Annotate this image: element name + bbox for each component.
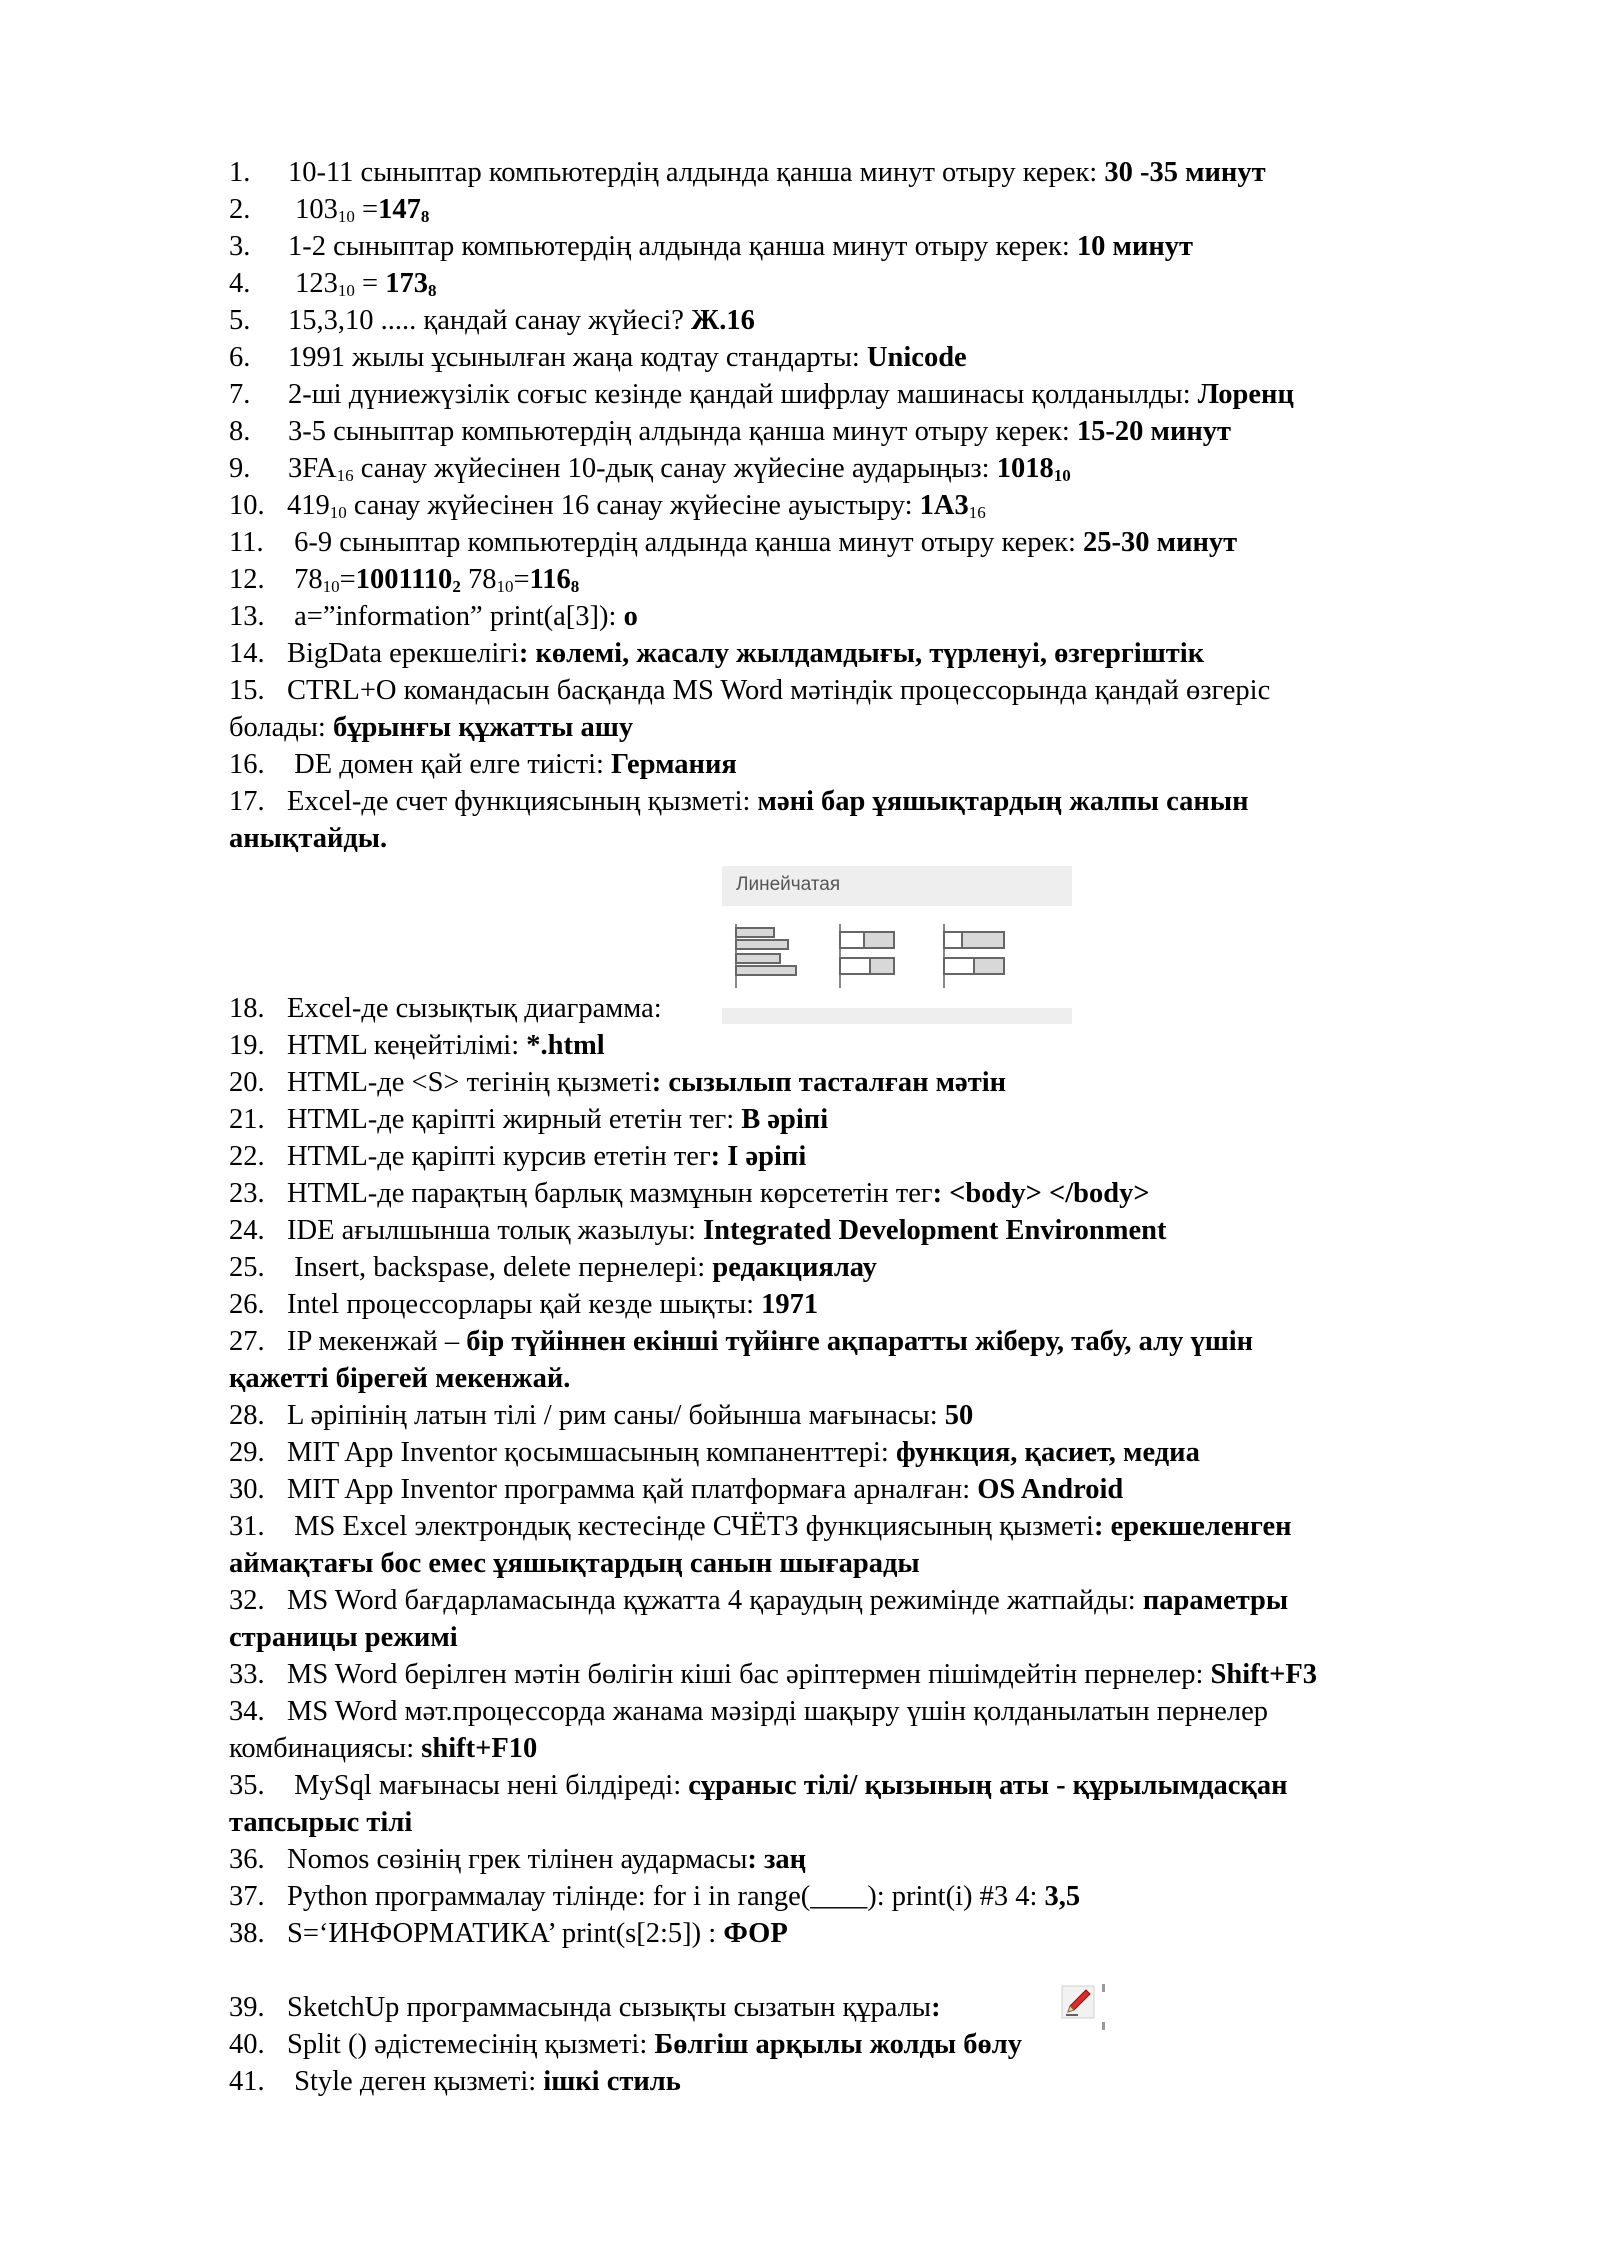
list-item (229, 990, 662, 1027)
list-item (229, 1101, 828, 1138)
question-text: 78 (287, 564, 323, 595)
item-number: 1. (229, 157, 251, 188)
list-item (229, 339, 967, 376)
answer-text: 1018 (996, 453, 1054, 484)
item-number: 22. (229, 1141, 265, 1172)
question-text: 123 (288, 268, 338, 299)
chart-gallery-label: Линейчатая (736, 874, 841, 895)
question-text: 1-2 сыныптар компьютердің алдында қанша минут отыру керек: (288, 231, 1077, 262)
item-number: 26. (229, 1289, 265, 1320)
answer-text: Лоренц (1197, 379, 1294, 410)
item-number: 19. (229, 1030, 265, 1061)
clustered-bar-icon (736, 924, 796, 988)
question-text: HTML-де қаріпті курсив ететін тег (287, 1141, 711, 1172)
list-item-continuation (229, 1545, 920, 1582)
list-item-continuation (229, 1360, 570, 1397)
answer-text: 1001110 (355, 564, 453, 595)
question-text: Insert, backspase, delete пернелері: (287, 1252, 713, 1283)
answer-text: : заң (747, 1844, 807, 1875)
item-number: 23. (229, 1178, 265, 1209)
question-text: Python программалау тілінде: for i in range(____): print(i) #3 4: (287, 1881, 1045, 1912)
question-text: S=‘ИНФОРМАТИКА’ print(s[2:5]) : (287, 1918, 724, 1949)
item-number: 29. (229, 1437, 265, 1468)
answer-text: *.html (526, 1030, 605, 1061)
item-number: 36. (229, 1844, 265, 1875)
list-item (229, 2063, 681, 2100)
list-item (229, 1249, 877, 1286)
question-text: 1991 жылы ұсынылған жаңа кодтау стандарты: (288, 342, 867, 373)
item-number: 33. (229, 1659, 265, 1690)
bar-chart-thumbnail (722, 866, 1072, 1024)
question-text: IP мекенжай – (287, 1326, 467, 1357)
question-text: MS Excel электрондық кестесінде СЧЁТЗ функциясының қызметі (287, 1511, 1094, 1542)
item-number: 12. (229, 564, 265, 595)
item-number: 9. (229, 453, 251, 484)
item-number: 7. (229, 379, 251, 410)
item-number: 10. (229, 490, 265, 521)
answer-text: Германия (611, 749, 737, 780)
item-number: 6. (229, 342, 251, 373)
answer-text: 50 (944, 1400, 974, 1431)
question-text: MIT App Inventor программа қай платформаға арналған: (287, 1474, 978, 1505)
list-item-continuation (229, 1619, 458, 1656)
list-item (229, 598, 638, 635)
question-text: HTML-де қаріпті жирный ететін тег: (287, 1104, 742, 1135)
list-item (229, 1582, 1288, 1619)
question-text: санау жүйесінен 16 санау жүйесіне ауыстыру: (346, 490, 920, 521)
subscript: 16 (336, 466, 354, 485)
question-text: 6-9 сыныптар компьютердің алдында қанша минут отыру керек: (287, 527, 1084, 558)
answer-text: Unicode (866, 342, 967, 373)
subscript: 10 (322, 577, 340, 596)
list-item (229, 2026, 1022, 2063)
subscript: 10 (1053, 466, 1071, 485)
item-number: 11. (229, 527, 264, 558)
item-number: 20. (229, 1067, 265, 1098)
answer-text: 15-20 минут (1076, 416, 1232, 447)
list-item (229, 1064, 1006, 1101)
list-item (229, 413, 1231, 450)
answer-text: B әріпі (741, 1104, 829, 1135)
item-number: 21. (229, 1104, 265, 1135)
subscript: 8 (427, 281, 437, 300)
item-number: 30. (229, 1474, 265, 1505)
answer-text: параметры (1142, 1585, 1289, 1616)
question-text: MS Word берілген мәтін бөлігін кіші бас әріптермен пішімдейтін пернелер: (287, 1659, 1211, 1690)
question-text: 3-5 сыныптар компьютердің алдында қанша минут отыру керек: (288, 416, 1077, 447)
subscript: 8 (570, 577, 580, 596)
question-text: Excel-де сызықтық диаграмма: (287, 993, 662, 1024)
answer-text: 3,5 (1044, 1881, 1081, 1912)
subscript: 8 (420, 207, 430, 226)
item-number: 39. (229, 1992, 265, 2023)
percent-stacked-bar-icon (944, 924, 1004, 988)
answer-text: OS Android (977, 1474, 1124, 1505)
item-number: 37. (229, 1881, 265, 1912)
question-text: Split () әдістемесінің қызметі: (287, 2029, 655, 2060)
answer-text: редакциялау (712, 1252, 877, 1283)
question-text: Intel процессорлары қай кезде шықты: (287, 1289, 762, 1320)
item-number: 17. (229, 786, 265, 817)
item-number: 24. (229, 1215, 265, 1246)
list-item (229, 524, 1237, 561)
item-number: 28. (229, 1400, 265, 1431)
list-item (229, 1175, 1150, 1212)
question-text: комбинациясы: (229, 1733, 422, 1764)
answer-text: : <body> </body> (932, 1178, 1150, 1209)
answer-text: 1A3 (919, 490, 969, 521)
answer-text: : I әріпі (710, 1141, 807, 1172)
answer-text: бұрынғы құжатты ашу (332, 712, 634, 743)
question-text: 15,3,10 ..... қандай санау жүйесі? (288, 305, 692, 336)
item-number: 2. (229, 194, 251, 225)
item-number: 38. (229, 1918, 265, 1949)
answer-text: 116 (529, 564, 571, 595)
list-item (229, 376, 1294, 413)
question-text: 10-11 сыныптар компьютердің алдында қанша минут отыру керек: (288, 157, 1105, 188)
answer-text: 173 (385, 268, 428, 299)
question-text: L әріпінің латын тілі / рим саны/ бойынша мағынасы: (287, 1400, 945, 1431)
question-text: 103 (288, 194, 338, 225)
item-number: 8. (229, 416, 251, 447)
item-number: 27. (229, 1326, 265, 1357)
question-text: 2-ші дүниежүзілік соғыс кезінде қандай шифрлау машинасы қолданылды: (288, 379, 1198, 410)
subscript: 10 (337, 207, 355, 226)
question-text: DE домен қай елге тиісті: (287, 749, 612, 780)
subscript: 10 (496, 577, 514, 596)
list-item (229, 1915, 788, 1952)
question-text: MS Word мәт.процессорда жанама мәзірді шақыру үшін қолданылатын пернелер (287, 1696, 1268, 1727)
question-text: болады: (229, 712, 333, 743)
question-text: = (354, 194, 379, 225)
question-text: 3FA (288, 453, 337, 484)
question-text: Excel-де счет функциясының қызметі: (287, 786, 758, 817)
answer-text: ФОР (723, 1918, 788, 1949)
answer-text: : сызылып тасталған мәтін (651, 1067, 1007, 1098)
list-item-continuation (229, 820, 387, 857)
list-item (229, 1027, 605, 1064)
answer-text: аймақтағы бос емес ұяшықтардың санын шығарады (229, 1548, 920, 1579)
item-number: 5. (229, 305, 251, 336)
list-item (229, 1286, 818, 1323)
answer-text: сұраныс тілі/ қызының аты - құрылымдасқан (688, 1770, 1288, 1801)
list-item-continuation (229, 709, 633, 746)
subscript: 16 (968, 503, 986, 522)
chart-gallery-footer (722, 1008, 1072, 1024)
answer-text: страницы режимі (229, 1622, 458, 1653)
answer-text: Ж.16 (691, 305, 755, 336)
list-item (229, 1212, 1166, 1249)
answer-text: o (623, 601, 638, 632)
question-text: BigData ерекшелігі (287, 638, 519, 669)
list-item (229, 1434, 1200, 1471)
list-item (229, 1138, 806, 1175)
list-item-continuation (229, 1804, 412, 1841)
item-number: 34. (229, 1696, 265, 1727)
subscript: 10 (337, 281, 355, 300)
list-item (229, 1656, 1317, 1693)
stacked-bar-icon (840, 924, 894, 988)
answer-text: shift+F10 (421, 1733, 538, 1764)
answer-text: бір түйіннен екінші түйінге ақпаратты жіберу, табу, алу үшін (466, 1326, 1254, 1357)
item-number: 25. (229, 1252, 265, 1283)
question-text: Style деген қызметі: (287, 2066, 544, 2097)
question-text: HTML кеңейтілімі: (287, 1030, 527, 1061)
question-text: = (339, 564, 356, 595)
answer-text: 10 минут (1076, 231, 1194, 262)
list-item (229, 1878, 1080, 1915)
list-item (229, 672, 1270, 709)
question-text: IDE ағылшынша толық жазылуы: (287, 1215, 704, 1246)
answer-text: мәні бар ұяшықтардың жалпы санын (757, 786, 1249, 817)
question-text: CTRL+O командасын басқанда MS Word мәтіндік процессорында қандай өзгеріс (287, 675, 1271, 706)
question-text: санау жүйесінен 10-дық санау жүйесіне аударыңыз: (353, 453, 997, 484)
question-text: = (354, 268, 386, 299)
list-item (229, 1508, 1292, 1545)
question-text: MS Word бағдарламасында құжатта 4 қараудың режимінде жатпайды: (287, 1585, 1143, 1616)
item-number: 32. (229, 1585, 265, 1616)
list-item (229, 1323, 1253, 1360)
item-number: 31. (229, 1511, 265, 1542)
answer-text: Integrated Development Environment (703, 1215, 1167, 1246)
list-item (229, 487, 986, 524)
item-number: 41. (229, 2066, 265, 2097)
subscript: 2 (452, 577, 461, 596)
bar-chart-icons (722, 866, 1072, 1024)
pencil-icon (1058, 1980, 1110, 2032)
item-number: 40. (229, 2029, 265, 2060)
answer-text: Бөлгіш арқылы жолды бөлу (654, 2029, 1022, 2060)
list-item-continuation (229, 1730, 537, 1767)
answer-text: : (931, 1992, 941, 2023)
question-text: MySql мағынасы нені білдіреді: (287, 1770, 689, 1801)
item-number: 35. (229, 1770, 265, 1801)
question-text: MIT App Inventor қосымшасының компаненттері: (287, 1437, 896, 1468)
answer-text: қажетті бірегей мекенжай. (229, 1363, 571, 1394)
question-text: HTML-де парақтың барлық мазмұнын көрсететін тег (287, 1178, 933, 1209)
question-text: HTML-де <S> тегінің қызметі (287, 1067, 652, 1098)
list-item (229, 302, 755, 339)
answer-text: анықтайды. (229, 823, 388, 854)
question-text: 78 (460, 564, 497, 595)
answer-text: 25-30 минут (1083, 527, 1238, 558)
item-number: 13. (229, 601, 265, 632)
list-item (229, 265, 436, 302)
answer-text: : көлемі, жасалу жылдамдығы, түрленуі, өзгергіштік (518, 638, 1205, 669)
list-item (229, 191, 429, 228)
question-text: a=”information” print(a[3]): (287, 601, 624, 632)
answer-text: Shift+F3 (1210, 1659, 1318, 1690)
subscript: 10 (329, 503, 347, 522)
question-text: SketchUp программасында сызықты сызатын құралы (287, 1992, 932, 2023)
list-item (229, 1841, 806, 1878)
item-number: 14. (229, 638, 265, 669)
item-number: 16. (229, 749, 265, 780)
list-item (229, 450, 1071, 487)
list-item (229, 783, 1249, 820)
answer-text: 147 (378, 194, 421, 225)
answer-text: функция, қасиет, медиа (895, 1437, 1200, 1468)
list-item (229, 1693, 1268, 1730)
item-number: 15. (229, 675, 265, 706)
list-item (229, 154, 1266, 191)
question-text: Nomos сөзінің грек тілінен аудармасы (287, 1844, 748, 1875)
list-item (229, 228, 1193, 265)
list-item (229, 1989, 941, 2026)
answer-text: 30 -35 минут (1104, 157, 1266, 188)
list-item (229, 1767, 1288, 1804)
item-number: 18. (229, 993, 265, 1024)
item-number: 4. (229, 268, 251, 299)
answer-text: : ерекшеленген (1093, 1511, 1292, 1542)
answer-text: 1971 (761, 1289, 819, 1320)
list-item (229, 635, 1204, 672)
list-item (229, 1397, 973, 1434)
question-text: = (513, 564, 530, 595)
list-item (229, 746, 737, 783)
question-text: 419 (287, 490, 330, 521)
answer-text: ішкі стиль (543, 2066, 681, 2097)
list-item (229, 1471, 1123, 1508)
answer-text: тапсырыс тілі (229, 1807, 413, 1838)
item-number: 3. (229, 231, 251, 262)
list-item (229, 561, 579, 598)
